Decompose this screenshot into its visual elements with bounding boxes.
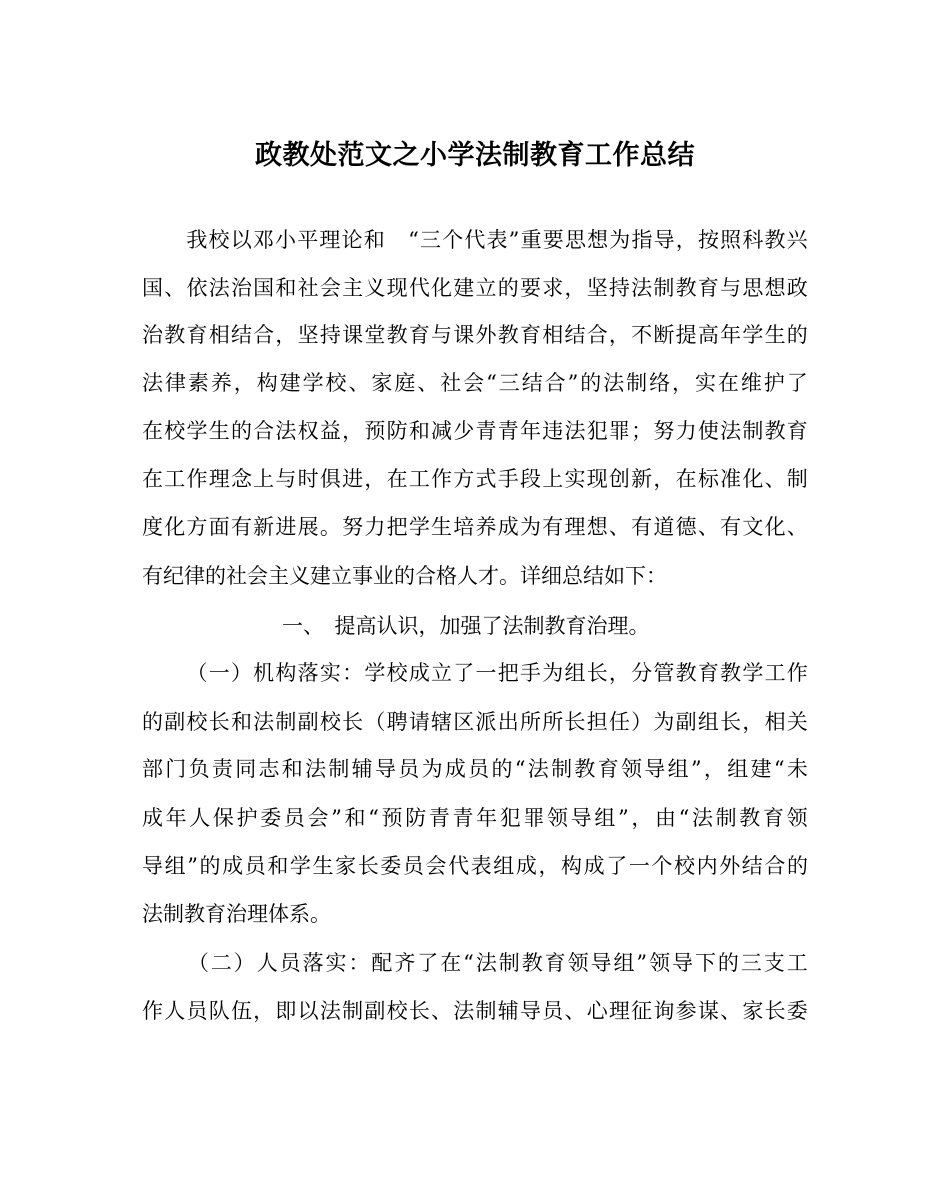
- body-line-15: 法制教育治理体系。: [142, 902, 331, 926]
- body-line-6: 在 工 作 理 念 上 与 时 俱 进 ， 在 工 作 方 式 手 段 上 实 现 创 新 ， 在 标 准 化 、 制: [142, 467, 808, 491]
- document-title: 政教处范文之小学法制教育工作总结: [255, 140, 695, 171]
- body-line-5: 在 校 学 生 的 合 法 权 益 ， 预 防 和 减 少 青 青 年 违 法 犯 罪 ； 努 力 使 法 制 教 育: [142, 419, 808, 443]
- body-line-11: 的 副 校 长 和 法 制 副 校 长 （ 聘 请 辖 区 派 出 所 所 长 担 任 ） 为 副 组 长 ， 相 关: [142, 710, 808, 734]
- body-line-1: 我 校 以 邓 小 平 理 论 和 “ 三 个 代 表 ” 重 要 思 想 为 指 导 ， 按 照 科 教 兴: [186, 228, 808, 252]
- body-line-4: 法 律 素 养 ， 构 建 学 校 、 家 庭 、 社 会 “ 三 结 合 ” 的 法 制 络 ， 实 在 维 护 了: [142, 371, 808, 395]
- section-heading-1: 一、 提高认识，加强了法制教育治理。: [282, 614, 650, 638]
- body-line-13: 成 年 人 保 护 委 员 会 ” 和 “ 预 防 青 青 年 犯 罪 领 导 组 ” ， 由 “ 法 制 教 育 领: [142, 806, 808, 830]
- body-line-14: 导 组 ” 的 成 员 和 学 生 家 长 委 员 会 代 表 组 成 ， 构 成 了 一 个 校 内 外 结 合 的: [142, 854, 808, 878]
- body-line-7: 度 化 方 面 有 新 进 展 。 努 力 把 学 生 培 养 成 为 有 理 想 、 有 道 德 、 有 文 化 、: [142, 515, 808, 539]
- body-line-12: 部 门 负 责 同 志 和 法 制 辅 导 员 为 成 员 的 “ 法 制 教 育 领 导 组 ” ， 组 建 “ 未: [142, 757, 808, 781]
- body-line-3: 治 教 育 相 结 合 ， 坚 持 课 堂 教 育 与 课 外 教 育 相 结 合 ， 不 断 提 高 年 学 生 的: [142, 323, 808, 347]
- body-line-16: （ 二 ） 人 员 落 实 ： 配 齐 了 在 “ 法 制 教 育 领 导 组 ” 领 导 下 的 三 支 工: [187, 951, 808, 975]
- body-line-17: 作 人 员 队 伍 ， 即 以 法 制 副 校 长 、 法 制 辅 导 员 、 心 理 征 询 参 谋 、 家 长 委: [142, 999, 808, 1023]
- body-line-2: 国 、 依 法 治 国 和 社 会 主 义 现 代 化 建 立 的 要 求 ， 坚 持 法 制 教 育 与 思 想 政: [142, 276, 808, 300]
- body-line-8: 有纪律的社会主义建立事业的合格人才。详细总结如下：: [142, 564, 667, 588]
- body-line-10: （ 一 ） 机 构 落 实 ： 学 校 成 立 了 一 把 手 为 组 长 ， 分 管 教 育 教 学 工 作: [186, 661, 808, 685]
